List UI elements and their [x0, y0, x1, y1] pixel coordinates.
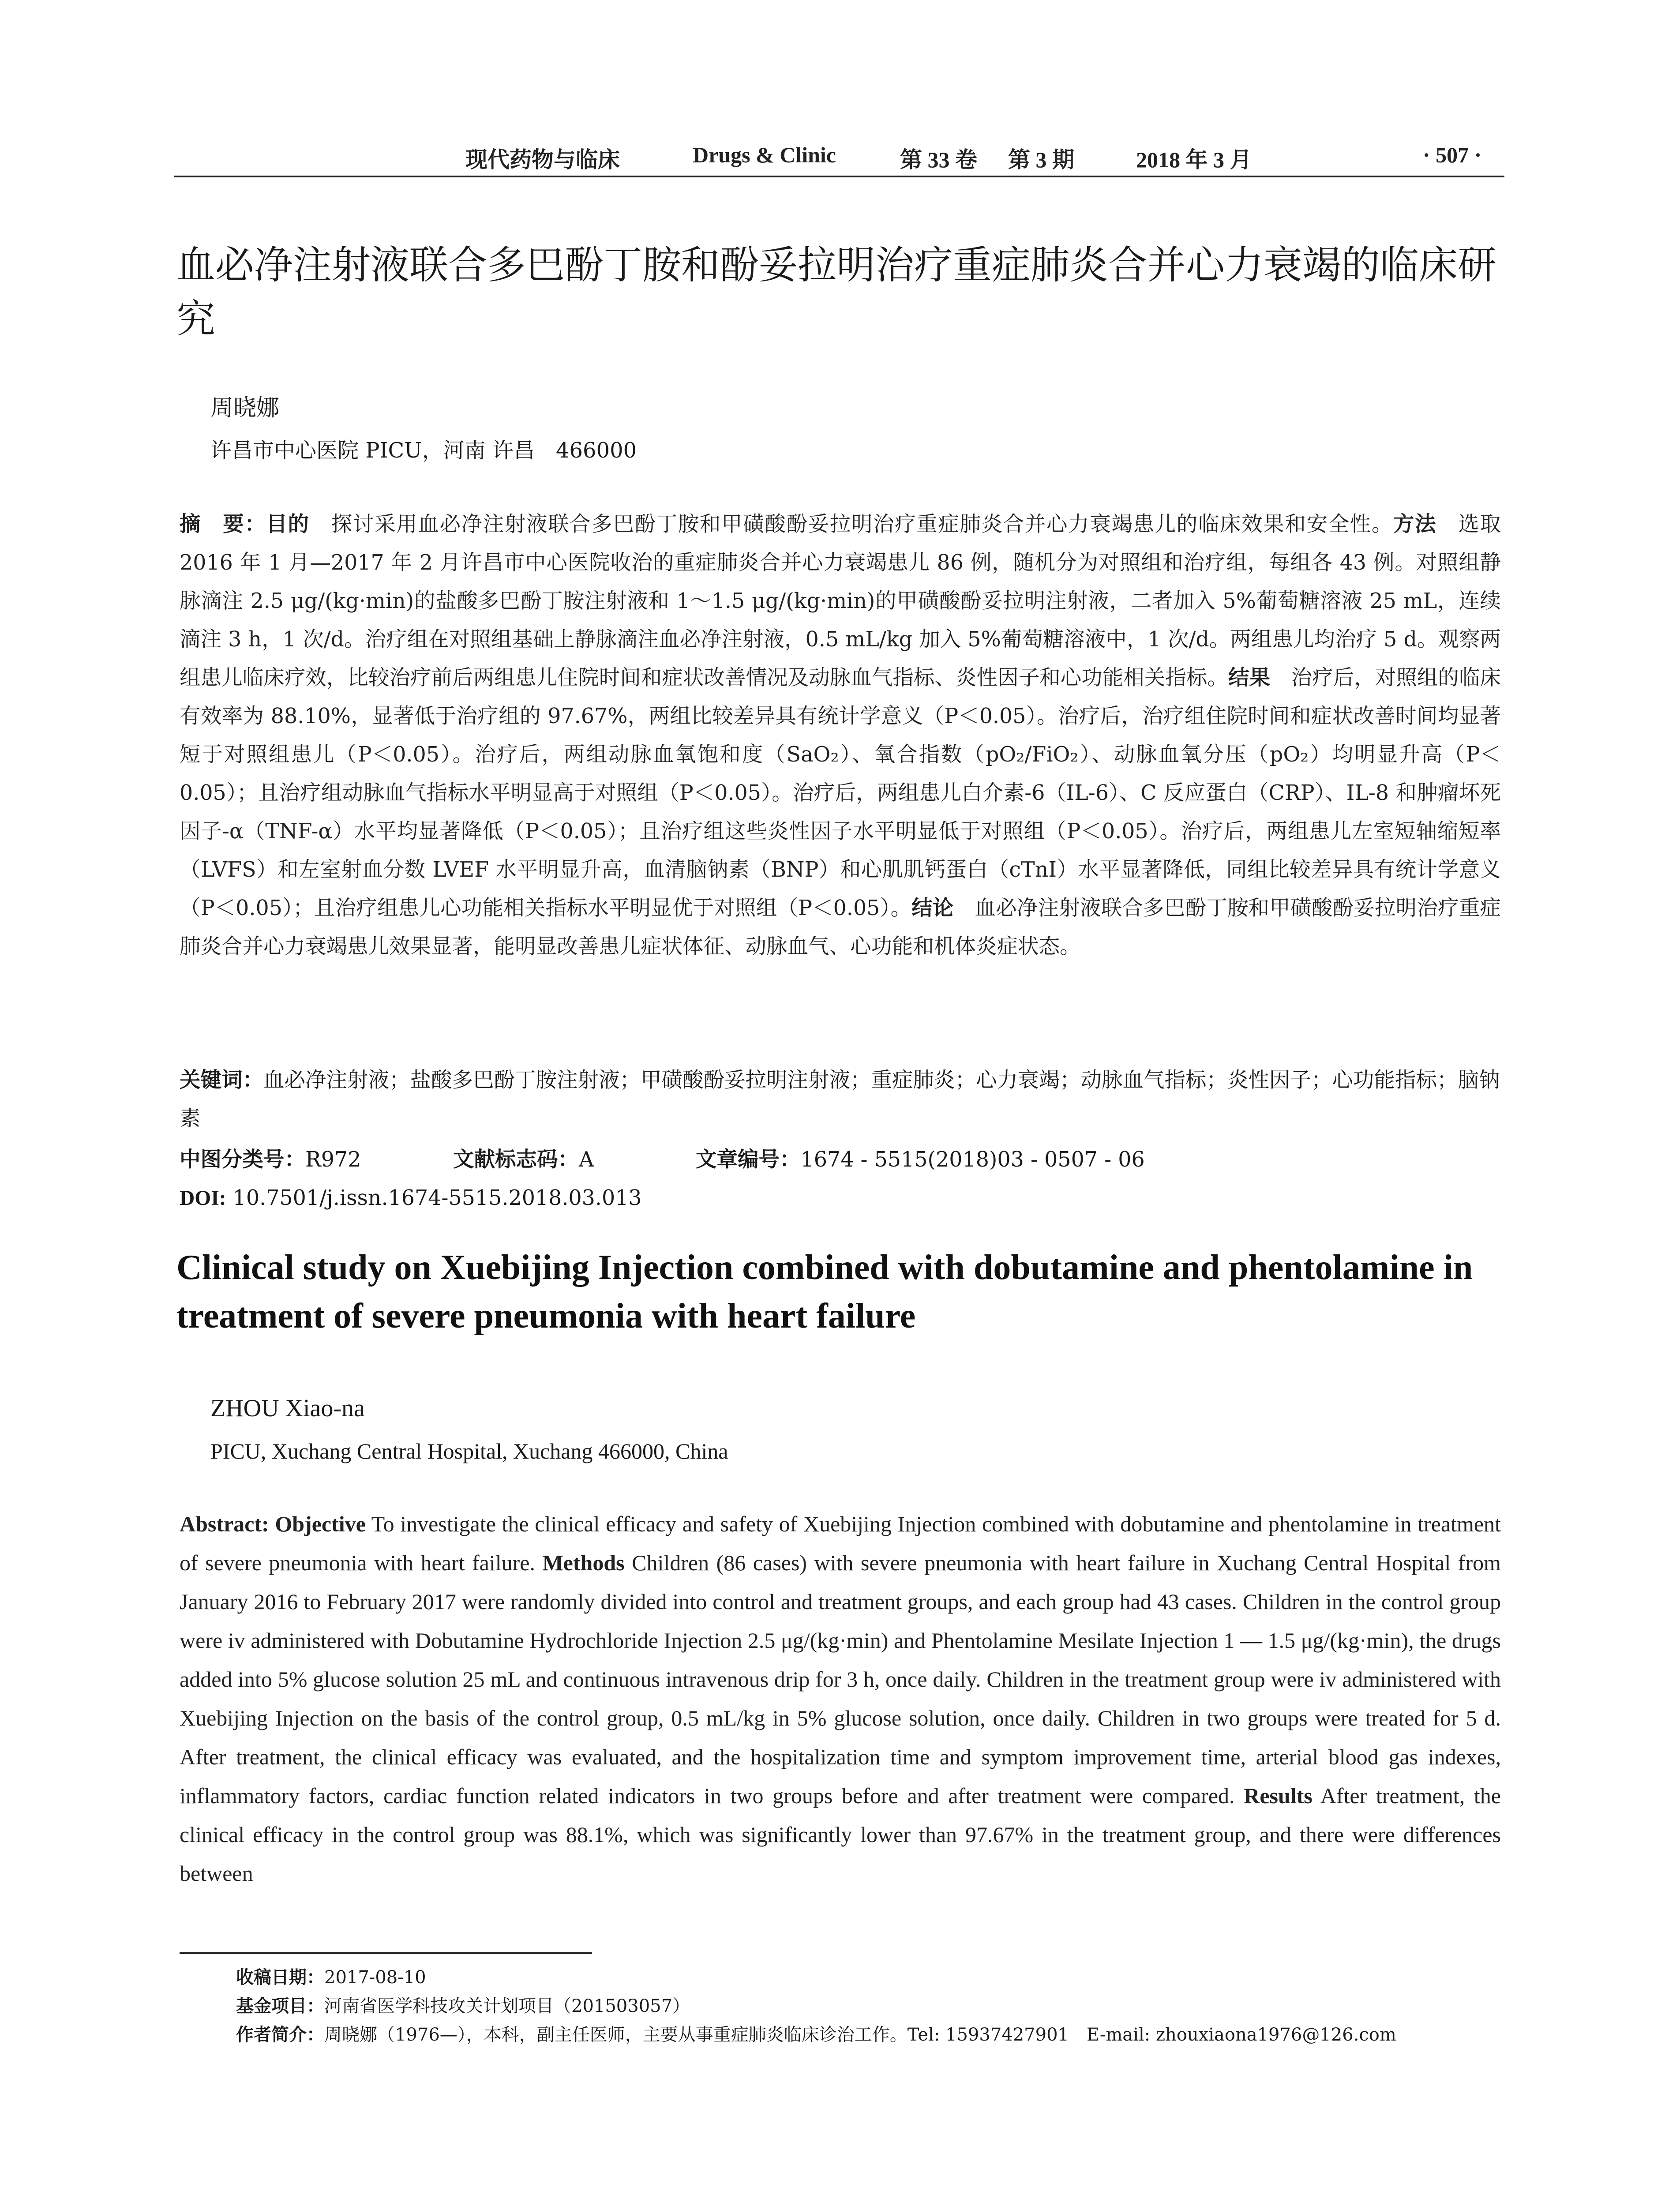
footnote-author-bio [236, 2021, 1396, 2049]
doi-link[interactable]: 10.7501/j.issn.1674-5515.2018.03.013 [226, 1186, 642, 1210]
methods-cn-label: 方法 [1393, 512, 1437, 536]
fund-text: 河南省医学科技攻关计划项目（201503057） [324, 1996, 690, 2016]
footnote-received [236, 1963, 426, 1992]
keywords-text: 血必净注射液；盐酸多巴酚丁胺注射液；甲磺酸酚妥拉明注射液；重症肺炎；心力衰竭；动脉血气指标；炎性因子；心功能指标；脑钠素 [180, 1068, 1500, 1131]
footnote-fund [236, 1992, 690, 2021]
doi-line [180, 1179, 1501, 1218]
running-header [174, 142, 1504, 172]
abstract-en [180, 1504, 1501, 1893]
bio-label: 作者简介： [236, 2025, 324, 2045]
conclusion-cn-text: 血必净注射液联合多巴酚丁胺和甲磺酸酚妥拉明治疗重症肺炎合并心力衰竭患儿效果显著，能明显改善患儿症状体征、动脉血气、心功能和机体炎症状态。 [180, 896, 1501, 959]
article-number-label: 文章编号： [696, 1148, 801, 1172]
results-en-text: After treatment, the clinical efficacy in the control group was 88.1%, which was significantly lower than 97.67% in the treatment group, and there were differences between [180, 1783, 1501, 1886]
journal-date: 2018 年 3 月 [1136, 147, 1252, 172]
abstract-en-label: Abstract: Objective [180, 1512, 366, 1536]
article-number-value: 1674 - 5515(2018)03 - 0507 - 06 [800, 1148, 1145, 1172]
results-en-label: Results [1234, 1783, 1312, 1808]
conclusion-cn-label: 结论 [911, 896, 954, 920]
page-number: · 507 · [1423, 143, 1482, 167]
doi-label: DOI: [180, 1187, 226, 1210]
title-cn: 血必净注射液联合多巴酚丁胺和酚妥拉明治疗重症肺炎合并心力衰竭的临床研究 [176, 242, 1497, 341]
journal-name-en: Drugs & Clinic [693, 143, 836, 167]
fund-label: 基金项目： [236, 1996, 324, 2016]
title-en: Clinical study on Xuebijing Injection combined with dobutamine and phentolamine in treatment of severe pneumonia with heart failure [176, 1248, 1473, 1336]
doc-code-label: 文献标志码： [453, 1148, 579, 1172]
results-cn-label: 结果 [1228, 666, 1271, 690]
affiliation-cn: 许昌市中心医院 PICU，河南 许昌 466000 [210, 438, 637, 463]
objective-cn-label: 目的 [266, 512, 310, 536]
received-date: 2017-08-10 [324, 1967, 426, 1988]
methods-en-text: Children (86 cases) with severe pneumonia with heart failure in Xuchang Central Hospital from January 2016 to February 2017 were randomly divided into control and treatment groups, and each group had 43 cases. Children in the control group were iv administered with Dobutamine Hydrochloride Injection 2.5 μg/(kg·min) and Phentolamine Mesilate Injection 1 — 1.5 μg/(kg·min), the drugs added into 5% glucose solution 25 mL and continuous intravenous drip for 3 h, once daily. Children in the treatment group were iv administered with Xuebijing Injection on the basis of the control group, 0.5 mL/kg in 5% glucose solution, once daily. Children in two groups were treated for 5 d. After treatment, the clinical efficacy was evaluated, and the hospitalization time and symptom improvement time, arterial blood gas indexes, inflammatory factors, cardiac function related indicators in two groups before and after treatment were compared. [180, 1550, 1501, 1808]
keywords-label: 关键词： [180, 1068, 263, 1092]
clc-label: 中图分类号： [180, 1148, 305, 1172]
methods-en-label: Methods [535, 1550, 625, 1575]
results-cn-text: 治疗后，对照组的临床有效率为 88.10%，显著低于治疗组的 97.67%，两组比较差异具有统计学意义（P＜0.05）。治疗后，治疗组住院时间和症状改善时间均显著短于对照组患儿（P＜0.05）。治疗后，两组动脉血氧饱和度（SaO₂）、氧合指数（pO₂/FiO₂）、动脉血氧分压（pO₂）均明显升高（P＜0.05）；且治疗组动脉血气指标水平明显高于对照组（P＜0.05）。治疗后，两组患儿白介素-6（IL-6）、C 反应蛋白（CRP）、IL-8 和肿瘤坏死因子-α（TNF-α）水平均显著降低（P＜0.05）；且治疗组这些炎性因子水平明显低于对照组（P＜0.05）。治疗后，两组患儿左室短轴缩短率（LVFS）和左室射血分数 LVEF 水平明显升高，血清脑钠素（BNP）和心肌肌钙蛋白（cTnI）水平显著降低，同组比较差异具有统计学意义（P＜0.05）；且治疗组患儿心功能相关指标水平明显优于对照组（P＜0.05）。 [180, 666, 1501, 920]
footnote-rule [180, 1952, 592, 1954]
objective-en-text: To investigate the clinical efficacy and safety of Xuebijing Injection combined with dobutamine and phentolamine in treatment of severe pneumonia with heart failure. [180, 1512, 1501, 1575]
author-en: ZHOU Xiao-na [210, 1395, 365, 1422]
bio-text: 周晓娜（1976—），本科，副主任医师，主要从事重症肺炎临床诊治工作。Tel: 15937427901 E-mail: zhouxiaona1976@126.com [324, 2025, 1396, 2045]
abstract-cn [180, 505, 1501, 966]
journal-name-cn: 现代药物与临床 [465, 147, 620, 172]
methods-cn-text: 选取 2016 年 1 月—2017 年 2 月许昌市中心医院收治的重症肺炎合并心力衰竭患儿 86 例，随机分为对照组和治疗组，每组各 43 例。对照组静脉滴注 2.5 μg/(kg·min)的盐酸多巴酚丁胺注射液和 1～1.5 μg/(kg·min)的甲磺酸酚妥拉明注射液，二者加入 5%葡萄糖溶液 25 mL，连续滴注 3 h，1 次/d。治疗组在对照组基础上静脉滴注血必净注射液，0.5 mL/kg 加入 5%葡萄糖溶液中，1 次/d。两组患儿均治疗 5 d。观察两组患儿临床疗效，比较治疗前后两组患儿住院时间和症状改善情况及动脉血气指标、炎性因子和心功能相关指标。 [180, 512, 1501, 690]
header-rule [174, 176, 1504, 177]
author-cn: 周晓娜 [210, 395, 280, 421]
clc-value: R972 [305, 1148, 361, 1172]
objective-cn-text: 探讨采用血必净注射液联合多巴酚丁胺和甲磺酸酚妥拉明治疗重症肺炎合并心力衰竭患儿的临床效果和安全性。 [309, 512, 1393, 536]
affiliation-en: PICU, Xuchang Central Hospital, Xuchang 466000, China [210, 1439, 728, 1463]
received-label: 收稿日期： [236, 1967, 324, 1988]
keywords-cn [180, 1061, 1501, 1138]
journal-volume: 第 33 卷 [900, 147, 977, 172]
abstract-cn-label: 摘 要： [180, 512, 266, 536]
doc-code-value: A [579, 1148, 594, 1172]
journal-issue: 第 3 期 [1008, 147, 1074, 172]
